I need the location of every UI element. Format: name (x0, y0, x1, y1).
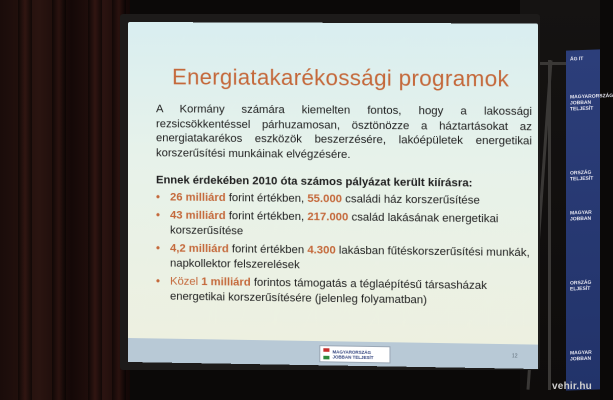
bullet-text: forint értékben (228, 243, 308, 257)
highlight-count: 217.000 (307, 211, 349, 224)
banner-text: ORSZÁG ELJESÍT (570, 279, 592, 293)
footer-logo-text (332, 349, 373, 360)
stage-curtain (0, 0, 130, 400)
slide-title: Energiatakarékossági programok (172, 64, 510, 92)
watermark: vehir.hu (552, 381, 592, 392)
highlight-amount: 1 milliárd (201, 276, 251, 289)
footer-logo-line: JOBBAN TELJESÍT (332, 353, 374, 360)
bullet-icon: • (156, 209, 160, 222)
slide-page-number: 12 (511, 353, 518, 360)
highlight-amount: 26 milliárd (170, 191, 226, 205)
bullet-text: forintos támogatás a téglaépítésű társasházak energetikai korszerűsítésére (jelenleg folyamatban) (170, 276, 487, 307)
rollup-banner (566, 49, 613, 390)
bullet-icon: • (156, 275, 160, 288)
banner-text: MAGYARORSZÁG JOBBAN TELJESÍT (570, 92, 613, 113)
bullet-text: családi ház korszerűsítése (342, 193, 480, 207)
bullet-icon: • (156, 191, 160, 204)
highlight-amount: 43 milliárd (170, 209, 226, 223)
bullet-text: lakásban fűtéskorszerűsítési munkák, napkollektor felszerelések (170, 244, 530, 272)
banner-text: MAGYAR JOBBAN (570, 209, 592, 223)
curtain-fold (88, 0, 102, 400)
tripod-bar (536, 62, 566, 65)
projected-slide (128, 22, 538, 369)
highlight-count: 4.300 (307, 244, 336, 257)
footer-logo-line: MAGYARORSZÁG (332, 348, 372, 355)
list-item (156, 275, 532, 310)
highlight-count: 55.000 (307, 192, 343, 206)
banner-text: ORSZÁG TELJESÍT (570, 169, 594, 183)
curtain-fold (52, 0, 66, 400)
list-item (156, 208, 532, 242)
banner-text: MAGYAR JOBBAN (570, 349, 592, 363)
bullet-text: forint értékben, (225, 210, 308, 224)
bullet-text: Közel (170, 275, 202, 289)
bullet-list (156, 190, 532, 313)
bullet-text: család lakásának energetikai korszerűsítése (170, 211, 499, 238)
list-item (156, 190, 532, 209)
slide-intro: A Kormány számára kiemelten fontos, hogy a lakossági rezsicsökkentéssel párhuzamosan, ösztönözze a háztartásokat az energiatakarékos eszközök beszerzésére, lakóépületek energetikai korszerűsítési munkáinak elvégzésére. (156, 103, 532, 161)
banner-text: ÁG IT (570, 55, 584, 63)
footer-logo (319, 345, 390, 363)
bullet-text: forint értékben, (225, 192, 308, 205)
list-item (156, 242, 532, 277)
hungarian-flag-icon (323, 348, 329, 359)
bullet-icon: • (156, 242, 160, 255)
slide-lead: Ennek érdekében 2010 óta számos pályázat került kiírásra: (156, 174, 473, 190)
highlight-amount: 4,2 milliárd (170, 242, 229, 256)
curtain-fold (18, 0, 32, 400)
